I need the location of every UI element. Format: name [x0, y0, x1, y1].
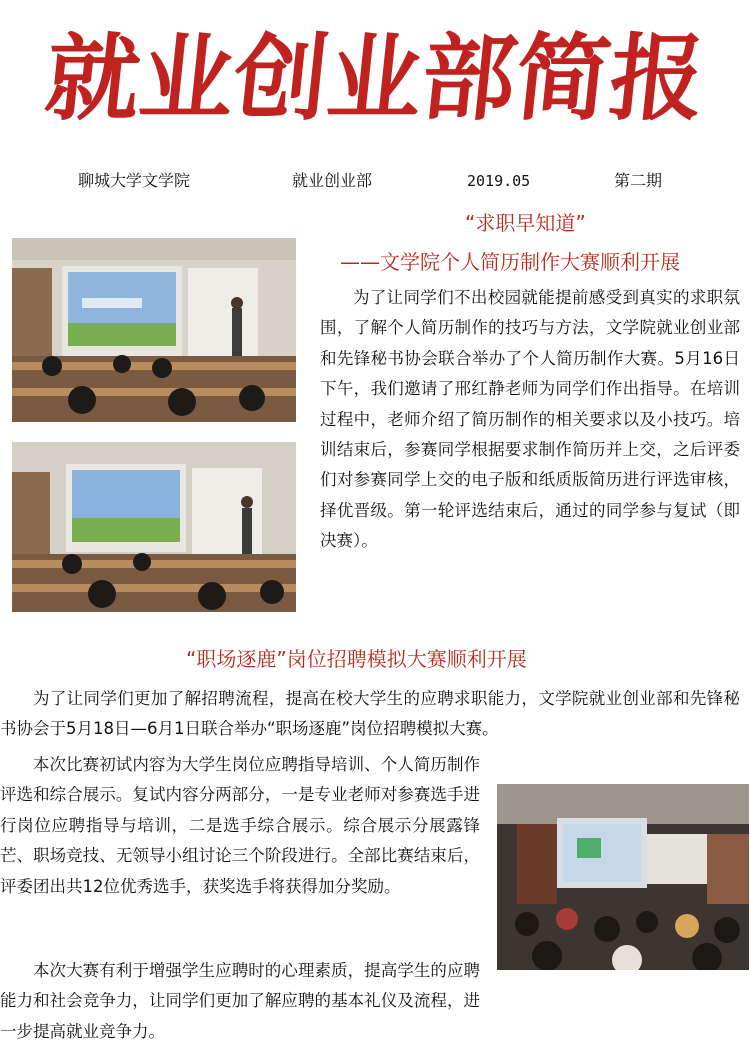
article2-headline: “职场逐鹿”岗位招聘模拟大赛顺利开展: [186, 647, 527, 671]
issue-number: 第二期: [614, 171, 663, 190]
article1-body: 为了让同学们不出校园就能提前感受到真实的求职氛围，了解个人简历制作的技巧与方法，文学院就业创业部和先锋秘书协会联合举办了个人简历制作大赛。5月16日下午，我们邀请了邢红静老师为同学们作出指导。在培训过程中，老师介绍了简历制作的相关要求以及小技巧。培训结束后，参赛同学根据要求制作简历并上交，之后评委们对参赛同学上交的电子版和纸质版简历进行评选审核，择优晋级。第一轮评选结束后，通过的同学参与复试（即决赛）。: [320, 288, 740, 551]
article2-body-2: 本次大赛有利于增强学生应聘时的心理素质，提高学生的应聘能力和社会竞争力，让同学们更加了解应聘的基本礼仪及流程，进一步提高就业竞争力。: [0, 961, 480, 1041]
school-name: 聊城大学文学院: [78, 171, 191, 190]
newsletter-masthead: 就业创业部简报: [40, 24, 710, 134]
issue-date: 2019.05: [467, 172, 531, 190]
department-name: 就业创业部: [292, 171, 373, 190]
classroom-photo-1: [12, 238, 296, 422]
classroom-photo-2: [12, 442, 296, 612]
article2-body-1: 本次比赛初试内容为大学生岗位应聘指导培训、个人简历制作评选和综合展示。复试内容分两部分，一是专业老师对参赛选手进行岗位应聘指导与培训，二是选手综合展示。综合展示分展露锋芒、职场竞技、无领导小组讨论三个阶段进行。全部比赛结束后，评委团出共12位优秀选手，获奖选手将获得加分奖励。: [0, 755, 480, 896]
article1-headline-line2: ——文学院个人简历制作大赛顺利开展: [340, 250, 680, 274]
article1-headline-line1: “求职早知道”: [465, 211, 586, 235]
article2-intro: 为了让同学们更加了解招聘流程，提高在校大学生的应聘求职能力，文学院就业创业部和先锋秘书协会于5月18日—6月1日联合举办“职场逐鹿”岗位招聘模拟大赛。: [0, 689, 740, 739]
competition-photo: [497, 784, 749, 970]
